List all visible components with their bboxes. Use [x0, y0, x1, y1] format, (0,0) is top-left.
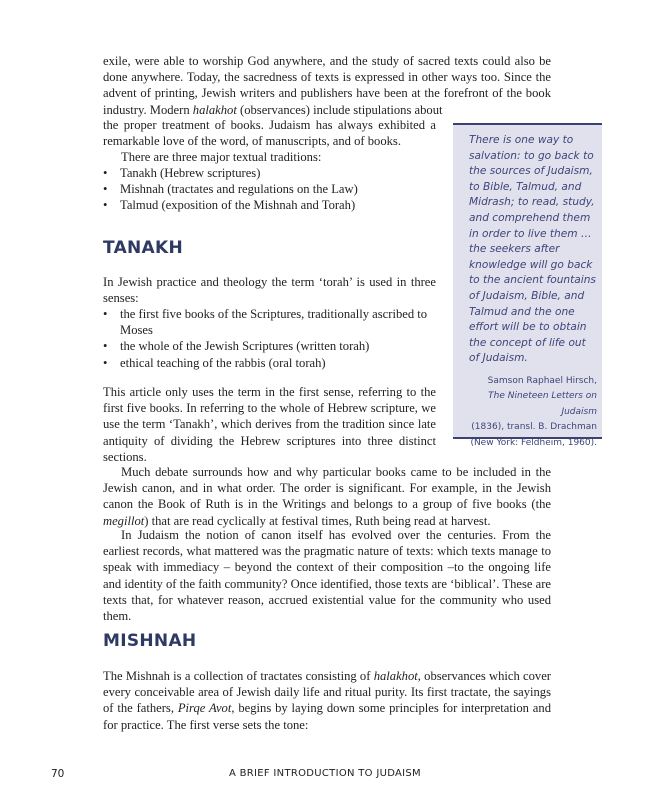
- debate-paragraph: Much debate surrounds how and why particular books came to be included in the Jewish canon, and in what order. The order is significant. For example, in the Jewish canon the Book of Ruth is in the Writings and belongs to a group of five books (the megillot) that are read cyclically at festival times, Ruth being read at harvest.: [103, 465, 551, 528]
- list-item: • Tanakh (Hebrew scriptures): [103, 165, 436, 181]
- list-item: • ethical teaching of the rabbis (oral torah): [103, 355, 436, 371]
- article-paragraph: This article only uses the term in the first sense, referring to the first five books. In referring to the whole of Hebrew scripture, we use the term ‘Tanakh’, which derives from the tradition since late antiquity of dividing the Hebrew scriptures into three distinct sections.: [103, 385, 436, 464]
- torah-senses-list: [103, 306, 436, 371]
- mishnah-paragraph: The Mishnah is a collection of tractates consisting of halakhot, observances which cover every conceivable area of Jewish daily life and ritual purity. Its first tractate, the sayings of the fathers, Pirqe Avot, begins by laying down some principles for interpretation and for practice. The first verse sets the tone:: [103, 669, 551, 732]
- list-item: • Mishnah (tractates and regulations on the Law): [103, 181, 436, 197]
- intro-paragraph: exile, were able to worship God anywhere, and the study of sacred texts could also be done anywhere. Today, the sacredness of texts is expressed in other ways too. Since the advent of printing, Jewish writers and publishers have been at the forefront of the book industry. Modern halakhot (observances) include stipulations about: [103, 54, 551, 117]
- list-item: • the first five books of the Scriptures, traditionally ascribed to Moses: [103, 306, 436, 338]
- quote-sidebar: [453, 123, 602, 448]
- sidebar-quote: There is one way to salvation: to go back to the sources of Judaism, to Bible, Talmud, and Midrash; to read, study, and comprehend them in order to live them … the seekers after knowledge will go back to the ancient fountains of Judaism, Bible, and Talmud and the one effort will be to obtain the concept of life out of Judaism.: [469, 134, 596, 365]
- heading-tanakh: TANAKH: [103, 238, 184, 258]
- list-item: • the whole of the Jewish Scriptures (written torah): [103, 338, 436, 354]
- running-footer-title: A BRIEF INTRODUCTION TO JUDAISM: [229, 768, 421, 779]
- sidebar-citation: [457, 374, 597, 451]
- page-number: 70: [51, 768, 65, 780]
- citation-work: The Nineteen Letters on Judaism: [488, 391, 597, 417]
- traditions-intro: There are three major textual traditions:: [121, 150, 322, 164]
- heading-mishnah: MISHNAH: [103, 631, 197, 651]
- intro-paragraph-continued: the proper treatment of books. Judaism has always exhibited a remarkable love of the word, of manuscripts, and of books.: [103, 118, 436, 149]
- torah-paragraph: In Jewish practice and theology the term ‘torah’ is used in three senses:: [103, 275, 436, 306]
- traditions-list: [103, 165, 436, 214]
- canon-paragraph: In Judaism the notion of canon itself has evolved over the centuries. From the earliest records, what mattered was the pragmatic nature of texts: which texts manage to speak with immediacy – beyond the context of their composition –to the ongoing life and identity of the faith community? Once identified, those texts are ‘biblical’. These are texts that, for whatever reason, accrued existential value for the community who used them.: [103, 528, 551, 624]
- citation-details: (1836), transl. B. Drachman (New York: Feldheim, 1960).: [470, 422, 597, 448]
- list-item: • Talmud (exposition of the Mishnah and Torah): [103, 197, 436, 213]
- citation-author: Samson Raphael Hirsch,: [487, 376, 597, 386]
